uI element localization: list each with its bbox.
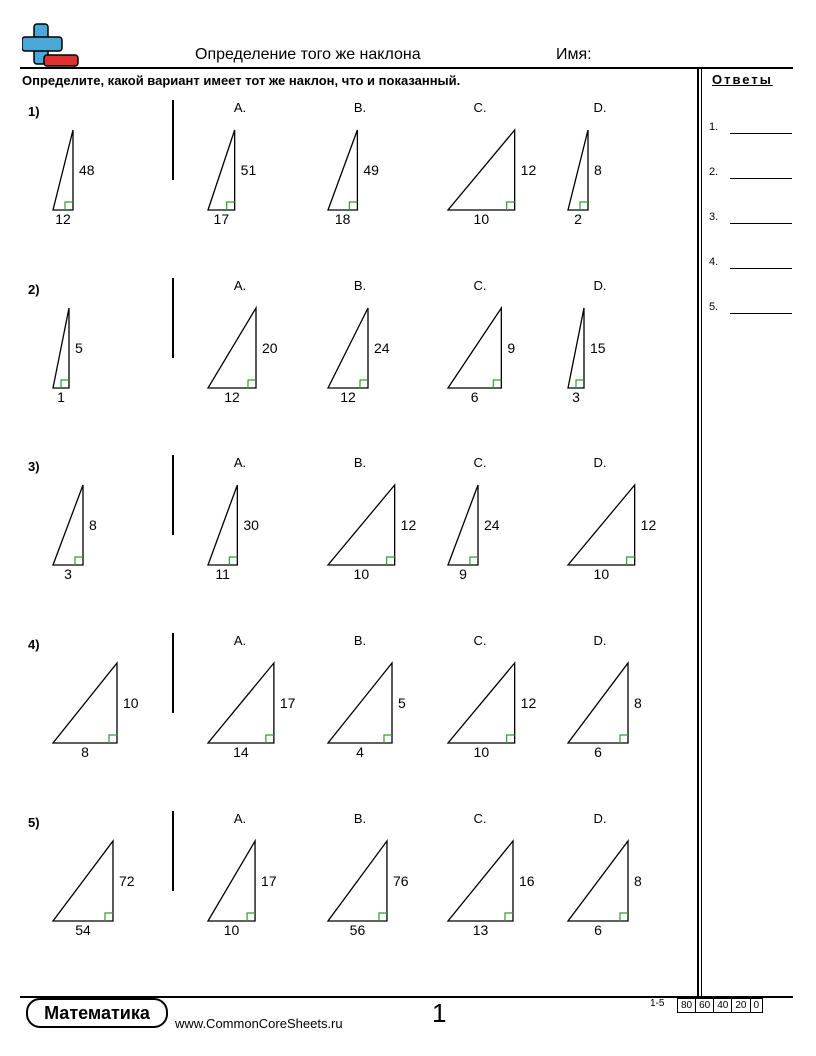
- height-label: 76: [392, 873, 409, 889]
- question-divider: [172, 278, 174, 358]
- base-label: 3: [64, 566, 72, 582]
- option-triangle: [568, 663, 642, 760]
- option-triangle: [568, 130, 602, 227]
- base-label: 14: [233, 744, 249, 760]
- answer-label-5: 5.: [709, 301, 719, 313]
- triangle-shape: [328, 485, 395, 565]
- right-angle-marker: [349, 202, 357, 210]
- score-cell: 60: [695, 999, 713, 1012]
- height-label: 5: [75, 340, 83, 356]
- triangle-shape: [208, 841, 255, 921]
- logo-icon: [22, 22, 80, 68]
- right-angle-marker: [229, 557, 237, 565]
- right-angle-marker: [576, 380, 584, 388]
- option-letter[interactable]: C.: [473, 455, 487, 470]
- right-angle-marker: [227, 202, 235, 210]
- option-triangle: [448, 308, 516, 405]
- right-angle-marker: [105, 913, 113, 921]
- option-letter[interactable]: C.: [473, 633, 487, 648]
- triangle-shape: [568, 485, 635, 565]
- instructions: Определите, какой вариант имеет тот же наклон, что и показанный.: [22, 73, 461, 88]
- given-triangle: [53, 485, 97, 582]
- height-label: 17: [279, 695, 296, 711]
- triangle-shape: [328, 130, 357, 210]
- answer-blank-5[interactable]: [730, 313, 792, 314]
- base-label: 10: [473, 744, 490, 760]
- triangle-shape: [208, 308, 256, 388]
- answer-label-4: 4.: [709, 256, 719, 268]
- option-letter[interactable]: D.: [593, 100, 607, 115]
- website-link[interactable]: www.CommonCoreSheets.ru: [175, 1016, 343, 1031]
- option-letter[interactable]: B.: [353, 278, 367, 293]
- option-letter[interactable]: D.: [593, 633, 607, 648]
- score-cell: 0: [750, 999, 763, 1012]
- triangle-shape: [568, 308, 584, 388]
- right-angle-marker: [493, 380, 501, 388]
- height-label: 51: [240, 162, 257, 178]
- given-triangle: [53, 308, 83, 405]
- right-angle-marker: [627, 557, 635, 565]
- base-label: 12: [340, 389, 356, 405]
- height-label: 8: [634, 695, 642, 711]
- height-label: 20: [262, 340, 278, 356]
- answers-panel-border: [697, 67, 699, 997]
- score-cell: 80: [681, 1000, 693, 1011]
- height-label: 16: [519, 873, 535, 889]
- option-triangle: [208, 841, 277, 938]
- triangle-shape: [448, 308, 501, 388]
- triangle-shape: [568, 663, 628, 743]
- triangle-shape: [448, 663, 515, 743]
- base-label: 2: [574, 211, 582, 227]
- question-divider: [172, 633, 174, 713]
- base-label: 6: [594, 744, 602, 760]
- base-label: 12: [224, 389, 240, 405]
- option-triangle: [328, 841, 409, 938]
- name-label: Имя:: [556, 46, 592, 63]
- right-angle-marker: [248, 380, 256, 388]
- answer-blank-1[interactable]: [730, 133, 792, 134]
- score-range: 1-5: [650, 998, 665, 1009]
- given-triangle: [53, 663, 139, 760]
- answers-title: Ответы: [712, 72, 773, 87]
- height-label: 24: [484, 517, 500, 533]
- right-angle-marker: [620, 913, 628, 921]
- answer-blank-3[interactable]: [730, 223, 792, 224]
- base-label: 10: [593, 566, 610, 582]
- option-triangle: [208, 485, 259, 582]
- triangle-shape: [328, 841, 387, 921]
- base-label: 18: [334, 211, 351, 227]
- height-label: 15: [590, 340, 606, 356]
- option-triangle: [328, 308, 390, 405]
- option-triangle: [208, 130, 257, 227]
- triangle-shape: [53, 308, 69, 388]
- option-triangle: [448, 485, 500, 582]
- base-label: 54: [75, 922, 91, 938]
- score-cell: 40: [713, 999, 731, 1012]
- base-label: 6: [470, 389, 479, 405]
- height-label: 30: [243, 517, 259, 533]
- question-number: 5): [28, 815, 40, 830]
- height-label: 12: [640, 517, 657, 533]
- option-letter[interactable]: A.: [233, 100, 247, 115]
- option-letter[interactable]: A.: [233, 278, 247, 293]
- triangle-shape: [568, 841, 628, 921]
- option-triangle: [448, 841, 535, 938]
- answer-label-1: 1.: [709, 121, 719, 133]
- base-label: 1: [57, 389, 65, 405]
- header-divider: [20, 67, 793, 69]
- option-letter[interactable]: D.: [593, 278, 607, 293]
- option-letter[interactable]: A.: [233, 633, 247, 648]
- triangle-shape: [568, 130, 588, 210]
- option-letter[interactable]: A.: [233, 811, 247, 826]
- option-letter[interactable]: B.: [353, 455, 367, 470]
- option-letter[interactable]: A.: [233, 455, 247, 470]
- option-letter[interactable]: D.: [593, 811, 607, 826]
- answers-panel-border-inner: [701, 67, 702, 997]
- right-angle-marker: [507, 202, 515, 210]
- score-cell: 20: [731, 999, 749, 1012]
- given-triangle: [53, 841, 135, 938]
- question-divider: [172, 100, 174, 180]
- option-letter[interactable]: B.: [353, 811, 367, 826]
- right-angle-marker: [379, 913, 387, 921]
- height-label: 9: [507, 340, 516, 356]
- base-label: 3: [572, 389, 580, 405]
- question-divider: [172, 811, 174, 891]
- triangle-shape: [53, 663, 117, 743]
- base-label: 17: [213, 211, 230, 227]
- answer-blank-2[interactable]: [730, 178, 792, 179]
- right-angle-marker: [387, 557, 395, 565]
- page-number: 1: [432, 998, 447, 1028]
- base-label: 56: [349, 922, 366, 938]
- triangle-shape: [448, 130, 515, 210]
- option-letter[interactable]: C.: [473, 811, 487, 826]
- base-label: 12: [55, 211, 71, 227]
- option-triangle: [208, 308, 278, 405]
- triangle-shape: [208, 485, 237, 565]
- right-angle-marker: [266, 735, 274, 743]
- right-angle-marker: [384, 735, 392, 743]
- score-table: [677, 998, 763, 1013]
- option-triangle: [568, 841, 642, 938]
- option-triangle: [568, 308, 606, 405]
- base-label: 10: [353, 566, 370, 582]
- given-triangle: [53, 130, 95, 227]
- height-label: 72: [119, 873, 135, 889]
- question-number: 4): [28, 637, 40, 652]
- triangle-shape: [208, 663, 274, 743]
- option-letter[interactable]: C.: [473, 100, 487, 115]
- height-label: 8: [634, 873, 642, 889]
- triangle-shape: [53, 130, 73, 210]
- option-letter[interactable]: B.: [353, 633, 367, 648]
- page-title: Определение того же наклона: [195, 46, 421, 63]
- answer-label-3: 3.: [709, 211, 719, 223]
- right-angle-marker: [247, 913, 255, 921]
- base-label: 10: [223, 922, 240, 938]
- question-number: 1): [28, 104, 40, 119]
- right-angle-marker: [109, 735, 117, 743]
- option-triangle: [448, 663, 537, 760]
- triangle-shape: [328, 663, 392, 743]
- height-label: 12: [520, 162, 537, 178]
- question-number: 2): [28, 282, 40, 297]
- right-angle-marker: [620, 735, 628, 743]
- triangle-shape: [328, 308, 368, 388]
- option-letter[interactable]: D.: [593, 455, 607, 470]
- option-triangle: [328, 485, 417, 582]
- right-angle-marker: [75, 557, 83, 565]
- height-label: 12: [520, 695, 537, 711]
- right-angle-marker: [507, 735, 515, 743]
- question-divider: [172, 455, 174, 535]
- option-triangle: [568, 485, 657, 582]
- option-triangle: [208, 663, 296, 760]
- triangle-shape: [448, 485, 478, 565]
- right-angle-marker: [470, 557, 478, 565]
- right-angle-marker: [580, 202, 588, 210]
- answer-blank-4[interactable]: [730, 268, 792, 269]
- base-label: 9: [459, 566, 467, 582]
- base-label: 8: [81, 744, 89, 760]
- option-triangle: [328, 130, 379, 227]
- answer-label-2: 2.: [709, 166, 719, 178]
- base-label: 6: [594, 922, 602, 938]
- height-label: 49: [363, 162, 379, 178]
- height-label: 8: [594, 162, 602, 178]
- height-label: 24: [374, 340, 390, 356]
- right-angle-marker: [65, 202, 73, 210]
- triangle-shape: [448, 841, 513, 921]
- height-label: 12: [400, 517, 417, 533]
- base-label: 11: [215, 566, 230, 582]
- option-letter[interactable]: C.: [473, 278, 487, 293]
- triangle-shape: [208, 130, 235, 210]
- option-triangle: [448, 130, 537, 227]
- option-letter[interactable]: B.: [353, 100, 367, 115]
- option-triangle: [328, 663, 406, 760]
- right-angle-marker: [360, 380, 368, 388]
- right-angle-marker: [61, 380, 69, 388]
- base-label: 4: [356, 744, 364, 760]
- base-label: 10: [473, 211, 490, 227]
- height-label: 8: [89, 517, 97, 533]
- question-number: 3): [28, 459, 40, 474]
- brand-badge: Математика: [26, 998, 168, 1028]
- height-label: 17: [261, 873, 277, 889]
- triangle-shape: [53, 841, 113, 921]
- height-label: 48: [79, 162, 95, 178]
- right-angle-marker: [505, 913, 513, 921]
- height-label: 10: [123, 695, 139, 711]
- height-label: 5: [398, 695, 406, 711]
- base-label: 13: [472, 922, 489, 938]
- triangle-shape: [53, 485, 83, 565]
